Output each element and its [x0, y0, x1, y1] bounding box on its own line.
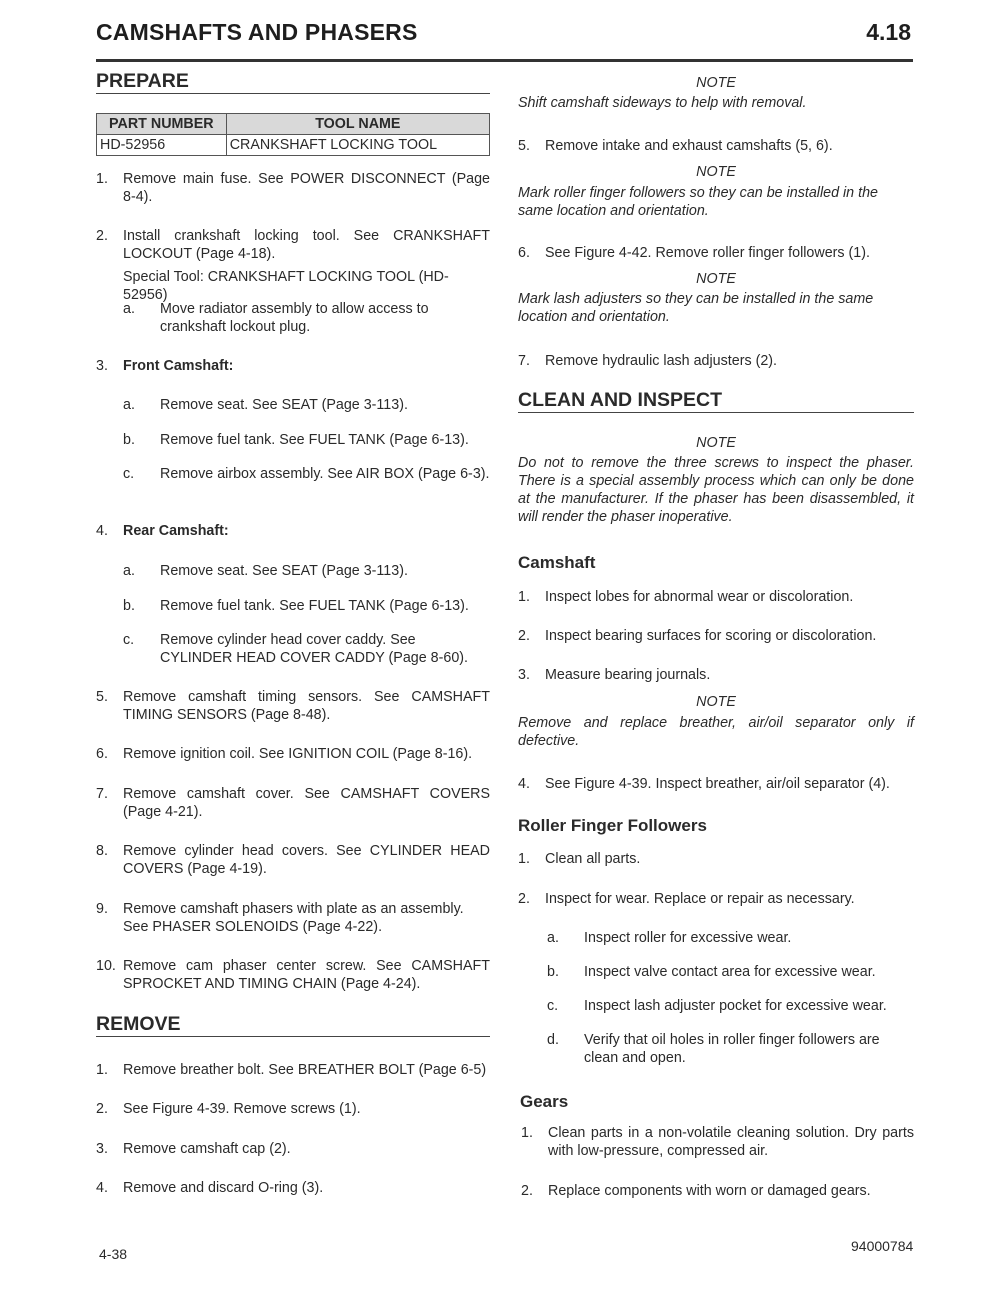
remove-step-2	[96, 1100, 490, 1118]
prepare-heading: PREPARE	[96, 70, 490, 94]
step-text: Front Camshaft:	[123, 358, 234, 374]
roller-step-2d	[547, 1031, 914, 1067]
part-number-cell: HD-52956	[97, 135, 227, 156]
roller-step-1	[518, 850, 914, 868]
gears-step-1	[521, 1124, 914, 1160]
prepare-step-4a	[123, 562, 490, 580]
step-text: Remove and discard O-ring (3).	[123, 1180, 324, 1196]
page-number: 4-38	[99, 1246, 128, 1262]
sub-letter: b.	[547, 964, 559, 980]
camshaft-heading: Camshaft	[518, 553, 596, 572]
step-text: Clean all parts.	[545, 851, 641, 867]
step-text: Remove cylinder head covers. See CYLINDER HEAD COVERS (Page 4-19).	[123, 843, 490, 877]
tool-name-cell: CRANKSHAFT LOCKING TOOL	[226, 135, 489, 156]
remove-step-3	[96, 1140, 490, 1158]
sub-letter: b.	[123, 598, 135, 614]
camshaft-step-3	[518, 666, 914, 684]
col-header-part-number: PART NUMBER	[97, 114, 227, 135]
step-text: Remove ignition coil. See IGNITION COIL (Page 8-16).	[123, 746, 473, 762]
step-number: 1.	[518, 851, 530, 867]
note-label: NOTE	[696, 435, 736, 451]
step-text: See Figure 4-39. Inspect breather, air/oil separator (4).	[545, 776, 890, 792]
note-label: NOTE	[696, 271, 736, 287]
prepare-step-8	[96, 842, 490, 878]
step-text: Clean parts in a non-volatile cleaning solution. Dry parts with low-pressure, compressed air.	[548, 1125, 914, 1159]
prepare-step-4c	[123, 631, 490, 667]
step-number: 6.	[518, 245, 530, 261]
note-text: Do not to remove the three screws to inspect the phaser. There is a special assembly process which can only be done at the manufacturer. If the phaser has been disassembled, it will render the phaser inoperative.	[518, 455, 914, 525]
step-text: Install crankshaft locking tool. See CRANKSHAFT LOCKOUT (Page 4-18).	[123, 228, 490, 262]
sub-letter: a.	[123, 301, 135, 317]
step-number: 7.	[518, 353, 530, 369]
step-text: Remove main fuse. See POWER DISCONNECT (Page 8-4).	[123, 171, 490, 205]
step-number: 2.	[96, 1101, 108, 1117]
step-text: Remove hydraulic lash adjusters (2).	[545, 353, 778, 369]
camshaft-step-4	[518, 775, 914, 793]
step-number: 10.	[96, 958, 116, 974]
note-text: Mark lash adjusters so they can be installed in the same location and orientation.	[518, 291, 874, 325]
step-text: Remove camshaft timing sensors. See CAMSHAFT TIMING SENSORS (Page 8-48).	[123, 689, 490, 723]
roller-step-2a	[547, 929, 914, 947]
step-text: Remove cam phaser center screw. See CAMSHAFT SPROCKET AND TIMING CHAIN (Page 4-24).	[123, 958, 490, 992]
step-text: Rear Camshaft:	[123, 523, 229, 539]
roller-step-2b	[547, 963, 914, 981]
prepare-step-4b	[123, 597, 490, 615]
camshaft-step-2	[518, 627, 914, 645]
step-number: 2.	[96, 228, 108, 244]
remove-step-4	[96, 1179, 490, 1197]
step-number: 1.	[521, 1125, 533, 1141]
step-number: 5.	[96, 689, 108, 705]
sub-letter: d.	[547, 1032, 559, 1048]
document-number: 94000784	[851, 1238, 914, 1254]
sub-text: Remove fuel tank. See FUEL TANK (Page 6-13).	[160, 598, 469, 614]
step-number: 6.	[96, 746, 108, 762]
step-number: 9.	[96, 901, 108, 917]
step-text: Remove breather bolt. See BREATHER BOLT (Page 6-5)	[123, 1062, 487, 1078]
step-text: Remove camshaft cover. See CAMSHAFT COVERS (Page 4-21).	[123, 786, 490, 820]
prepare-step-3	[96, 357, 490, 375]
sub-text: Verify that oil holes in roller finger followers are clean and open.	[584, 1032, 880, 1066]
camshaft-step-1	[518, 588, 914, 606]
step-number: 8.	[96, 843, 108, 859]
section-number: 4.18	[866, 19, 911, 45]
chapter-title: CAMSHAFTS AND PHASERS	[96, 19, 418, 45]
prepare-step-10	[96, 957, 490, 993]
step-text: Replace components with worn or damaged gears.	[548, 1183, 871, 1199]
step-text: Inspect bearing surfaces for scoring or discoloration.	[545, 628, 877, 644]
step-number: 2.	[518, 628, 530, 644]
step-number: 3.	[518, 667, 530, 683]
sub-letter: c.	[123, 632, 135, 648]
sub-text: Remove seat. See SEAT (Page 3-113).	[160, 563, 408, 579]
note-text: Remove and replace breather, air/oil separator only if defective.	[518, 715, 914, 749]
step-text: Remove camshaft phasers with plate as an assembly. See PHASER SOLENOIDS (Page 4-22).	[123, 901, 464, 935]
sub-letter: c.	[123, 466, 135, 482]
sub-text: Move radiator assembly to allow access to crankshaft lockout plug.	[160, 301, 429, 335]
table-row	[97, 135, 490, 156]
prepare-step-3b	[123, 431, 490, 449]
prepare-step-1	[96, 170, 490, 206]
roller-step-2c	[547, 997, 914, 1015]
note-label: NOTE	[696, 164, 736, 180]
prepare-step-9	[96, 900, 490, 936]
remove-step-7	[518, 352, 914, 370]
note-text: Mark roller finger followers so they can be installed in the same location and orientation.	[518, 185, 878, 219]
step-number: 3.	[96, 1141, 108, 1157]
gears-step-2	[521, 1182, 914, 1200]
gears-heading: Gears	[520, 1092, 569, 1111]
step-number: 4.	[96, 523, 108, 539]
roller-finger-followers-heading: Roller Finger Followers	[518, 816, 707, 835]
step-number: 2.	[518, 891, 530, 907]
sub-letter: a.	[123, 397, 135, 413]
step-number: 5.	[518, 138, 530, 154]
step-text: See Figure 4-42. Remove roller finger followers (1).	[545, 245, 870, 261]
prepare-step-3a	[123, 396, 490, 414]
step-text: Measure bearing journals.	[545, 667, 711, 683]
special-tool-line: Special Tool: CRANKSHAFT LOCKING TOOL (HD-52956)	[123, 269, 449, 303]
sub-text: Inspect roller for excessive wear.	[584, 930, 792, 946]
sub-text: Inspect valve contact area for excessive wear.	[584, 964, 876, 980]
sub-letter: c.	[547, 998, 559, 1014]
step-number: 1.	[96, 1062, 108, 1078]
step-text: Inspect lobes for abnormal wear or discoloration.	[545, 589, 854, 605]
step-number: 1.	[518, 589, 530, 605]
note-label: NOTE	[696, 694, 736, 710]
step-text: Remove camshaft cap (2).	[123, 1141, 291, 1157]
prepare-step-7	[96, 785, 490, 821]
tool-table	[96, 113, 490, 156]
tool-table-wrap	[96, 113, 490, 156]
sub-text: Remove airbox assembly. See AIR BOX (Page 6-3).	[160, 466, 490, 482]
header-rule	[96, 59, 913, 62]
step-text: See Figure 4-39. Remove screws (1).	[123, 1101, 361, 1117]
prepare-step-5	[96, 688, 490, 724]
sub-letter: b.	[123, 432, 135, 448]
step-text: Remove intake and exhaust camshafts (5, 6).	[545, 138, 833, 154]
prepare-step-4	[96, 522, 490, 540]
step-number: 7.	[96, 786, 108, 802]
sub-text: Remove seat. See SEAT (Page 3-113).	[160, 397, 408, 413]
roller-step-2	[518, 890, 914, 908]
prepare-step-6	[96, 745, 490, 763]
prepare-step-3c	[123, 465, 490, 483]
step-number: 1.	[96, 171, 108, 187]
sub-letter: a.	[547, 930, 559, 946]
step-number: 4.	[518, 776, 530, 792]
prepare-step-2	[96, 227, 490, 263]
remove-heading: REMOVE	[96, 1013, 490, 1037]
note-text: Shift camshaft sideways to help with removal.	[518, 95, 807, 111]
sub-letter: a.	[123, 563, 135, 579]
sub-text: Remove fuel tank. See FUEL TANK (Page 6-13).	[160, 432, 469, 448]
remove-step-5	[518, 137, 914, 155]
prepare-step-2a	[123, 300, 490, 336]
step-text: Inspect for wear. Replace or repair as necessary.	[545, 891, 855, 907]
step-number: 3.	[96, 358, 108, 374]
note-label: NOTE	[696, 75, 736, 91]
clean-inspect-heading: CLEAN AND INSPECT	[518, 389, 914, 413]
remove-step-6	[518, 244, 914, 262]
sub-text: Inspect lash adjuster pocket for excessive wear.	[584, 998, 887, 1014]
sub-text: Remove cylinder head cover caddy. See CYLINDER HEAD COVER CADDY (Page 8-60).	[160, 632, 469, 666]
step-number: 4.	[96, 1180, 108, 1196]
step-number: 2.	[521, 1183, 533, 1199]
col-header-tool-name: TOOL NAME	[226, 114, 489, 135]
remove-step-1	[96, 1061, 490, 1079]
